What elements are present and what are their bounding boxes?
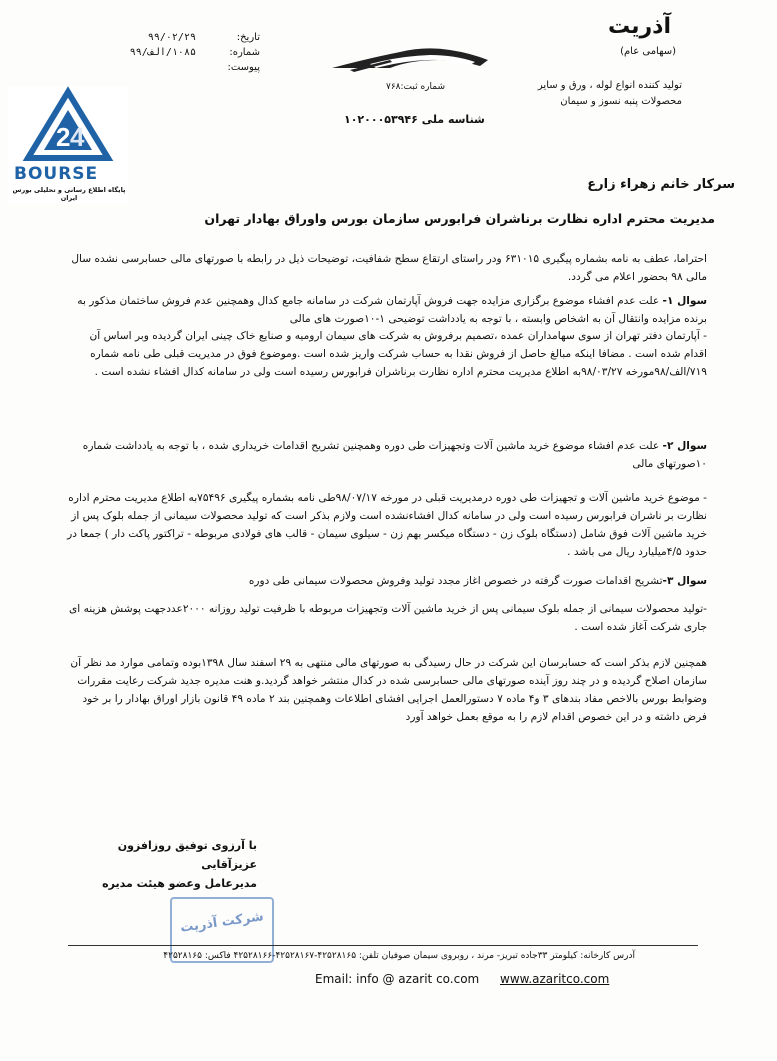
date-value: ۹۹/۰۲/۲۹ bbox=[147, 32, 196, 43]
answer-1: - آپارتمان دفتر تهران از سوی سهامداران عمده ،تصمیم برفروش به شرکت های سیمان ارومیه و صنایع خاک چینی ایران گردیده وبر اساس آن اقدام شده است . مضافا اینکه مبالغ حاصل از فروش نقدا به حساب شرکت واریز شده است .وموضوع فوق در مدیریت قبلی طی نامه شماره ۷۱۹/الف/۹۸مورخه ۹۸/۰۳/۲۷به اطلاع مدیریت محترم اداره نظارت برناشران فرابورس رسیده است ولی در سامانه کدال افشاء نشده است . bbox=[89, 330, 707, 378]
question-3 bbox=[67, 572, 707, 590]
intro-paragraph: احتراما، عطف به نامه بشماره پیگیری ۶۳۱۰۱۵ ودر راستای ارتقاع سطح شفافیت، توضیحات ذیل در رابطه با صورتهای مالی حسابرسی نشده سال مالی ۹۸ بحضور اعلام می گردد. bbox=[71, 253, 707, 283]
signature-block bbox=[57, 836, 257, 893]
question-3-label: سوال ۳- bbox=[662, 575, 707, 587]
recipient: سرکار خانم زهراء زارع bbox=[587, 177, 735, 192]
company-description bbox=[482, 78, 682, 110]
svg-text:4: 4 bbox=[70, 122, 85, 152]
question-2-text: علت عدم افشاء موضوع خرید ماشین آلات وتجهیزات طی دوره وهمچنین تشریح اقدامات خریداری شده ، با توجه به یادداشت شماره ۱۰صورتهای مالی bbox=[82, 440, 707, 470]
bourse-watermark-logo bbox=[8, 86, 128, 204]
date-row bbox=[80, 30, 260, 45]
website-link[interactable]: www.azaritco.com bbox=[500, 972, 610, 986]
question-2 bbox=[67, 437, 707, 473]
company-desc-line-1: تولید کننده انواع لوله ، ورق و سایر bbox=[537, 80, 682, 91]
question-1-text: علت عدم افشاء موضوع برگزاری مزایده جهت فروش آپارتمان شرکت در سامانه جامع کدال وهمچنین عدم فروش ساختمان مذکور به برنده مزایده وانتقال آن به اشخاص وابسته ، با توجه به یادداشت توضیحی ۱-۱۰صورت های مالی bbox=[77, 295, 707, 325]
company-name: آذریت bbox=[607, 14, 671, 39]
closing-paragraph: همچنین لازم بذکر است که حسابرسان این شرکت در حال رسیدگی به صورتهای مالی منتهی به ۲۹ اسفند سال ۱۳۹۸بوده وتمامی موارد مد نظر آن سازمان اصلاح گردیده و در چند روز آینده صورتهای مالی حسابرسی شده در کدال منتشر خواهد گردید.و هنت مدیره جدید شرکت رعایت مقررات وضوابط بورس بالاخص مفاد بندهای ۳ و۴ ماده ۷ دستورالعمل اجرایی افشای اطلاعات وهمچنین بند ۲ ماده ۴۹ قانون بازار اوراق بهادار را بر خود فرض داشته و در این خصوص اقدام لازم را به موقع بعمل خواهد آورد bbox=[70, 657, 707, 723]
attachment-label: پیوست: bbox=[227, 62, 260, 73]
bourse-tagline: پایگاه اطلاع رسانی و تحلیلی بورس ایران bbox=[12, 186, 126, 202]
email-address: Email: info @ azarit co.com bbox=[315, 972, 480, 986]
answer-2: - موضوع خرید ماشین آلات و تجهیزات طی دوره درمدیریت قبلی در مورخه ۹۸/۰۷/۱۷طی نامه بشماره پیگیری ۷۵۴۹۶به اطلاع مدیریت محترم اداره نظارت بر ناشران فرابورس رسیده است ولی در سامانه کدال افشاءنشده است ولازم بذکر است که تولید محصولات سیمانی از جمله بلوک پس از خرید ماشین آلات فوق شامل (دستگاه بلوک زن - دستگاه میکسر بهم زن - سیلوی سیمان - قالب های فولادی مربوطه - تراکتور پاکت دار ) جمعا در حدود ۴/۵میلیارد ریال می باشد . bbox=[67, 492, 707, 558]
signatory-title: مدیرعامل وعضو هیئت مدیره bbox=[102, 877, 257, 890]
question-1 bbox=[67, 292, 707, 328]
company-logo-icon bbox=[330, 38, 490, 78]
bourse-mark-icon bbox=[8, 86, 128, 166]
national-id: شناسه ملی ۱۰۲۰۰۰۵۳۹۴۶ bbox=[344, 113, 485, 126]
answer-3: -تولید محصولات سیمانی از جمله بلوک سیمانی پس از خرید ماشین آلات وتجهیزات مربوطه با ظرفیت تولید روزانه ۲۰۰۰عددجهت پوشش هزینه ای جاری شرکت آغاز شده است . bbox=[68, 603, 707, 633]
attachment-row bbox=[80, 60, 260, 75]
addressee-line: مدیریت محترم اداره نظارت برناشران فرابورس سازمان بورس واوراق بهادار تهران bbox=[204, 211, 715, 226]
company-desc-line-2: محصولات پنبه نسوز و سیمان bbox=[560, 96, 682, 107]
factory-address: آدرس کارخانه: کیلومتر ۳۳جاده تبریز- مرند ، روبروی سیمان صوفیان تلفن: ۴۲۵۲۸۱۶۵-۴۲۵۲۸۱۶۷-۴۲۵۲۸۱۶۶ فاکس: ۴۲۵۲۸۱۶۵ bbox=[163, 951, 635, 961]
question-3-text: تشریح اقدامات صورت گرفته در خصوص اغاز مجدد تولید وفروش محصولات سیمانی طی دوره bbox=[248, 575, 663, 587]
number-label: شماره: bbox=[229, 47, 260, 58]
letter-meta bbox=[80, 30, 260, 75]
date-label: تاریخ: bbox=[236, 32, 260, 43]
bourse-word: BOURSE bbox=[14, 164, 99, 184]
signature-greeting: با آرزوی توفیق روزافزون bbox=[117, 839, 257, 852]
number-row bbox=[80, 45, 260, 60]
company-type: (سهامی عام) bbox=[620, 46, 676, 57]
number-value: ۱۰۸۵/الف/۹۹ bbox=[129, 47, 196, 58]
question-1-label: سوال ۱- bbox=[662, 295, 707, 307]
signatory-name: عزیزآقایی bbox=[201, 858, 257, 871]
footer-divider bbox=[68, 945, 698, 946]
stamp-text: شرکت آذریت bbox=[179, 909, 265, 936]
registration-number: شماره ثبت:۷۶۸ bbox=[386, 82, 446, 92]
svg-text:2: 2 bbox=[56, 122, 71, 152]
question-2-label: سوال ۲- bbox=[662, 440, 707, 452]
